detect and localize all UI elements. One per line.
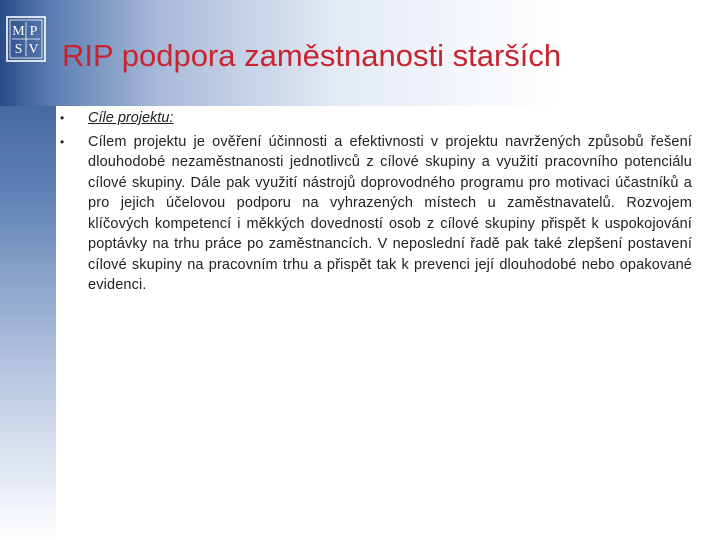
content-list [60,108,692,296]
svg-text:M: M [12,24,25,39]
mpsv-logo [6,16,46,62]
svg-text:S: S [14,42,23,57]
svg-text:V: V [28,42,39,57]
bullet-icon: • [60,134,65,149]
list-item [60,108,692,129]
slide-title: RIP podpora zaměstnanosti starších [62,38,562,73]
body-paragraph: Cílem projektu je ověření účinnosti a efektivnosti v projektu navržených způsobů řešení dlouhodobé nezaměstnanosti jednotlivců z cílové skupiny a využití pracovního potenciálu cílové skupiny. Dále pak využití nástrojů doprovodného programu pro motivaci účastníků a pro jejich účelovou podporu na vyhrazených místech u zaměstnavatelů. Rozvojem klíčových kompetencí i měkkých dovedností osob z cílové skupiny přispět k uspokojování poptávky na trhu práce po zaměstnancích. V neposlední řadě pak také zlepšení postavení cílové skupiny na pracovním trhu a přispět tak k prevenci její dlouhodobé nebo opakované evidenci. [88,133,692,293]
list-item [60,132,692,296]
section-heading: Cíle projektu: [88,110,174,126]
svg-text:P: P [29,24,38,39]
bullet-icon: • [60,111,65,125]
